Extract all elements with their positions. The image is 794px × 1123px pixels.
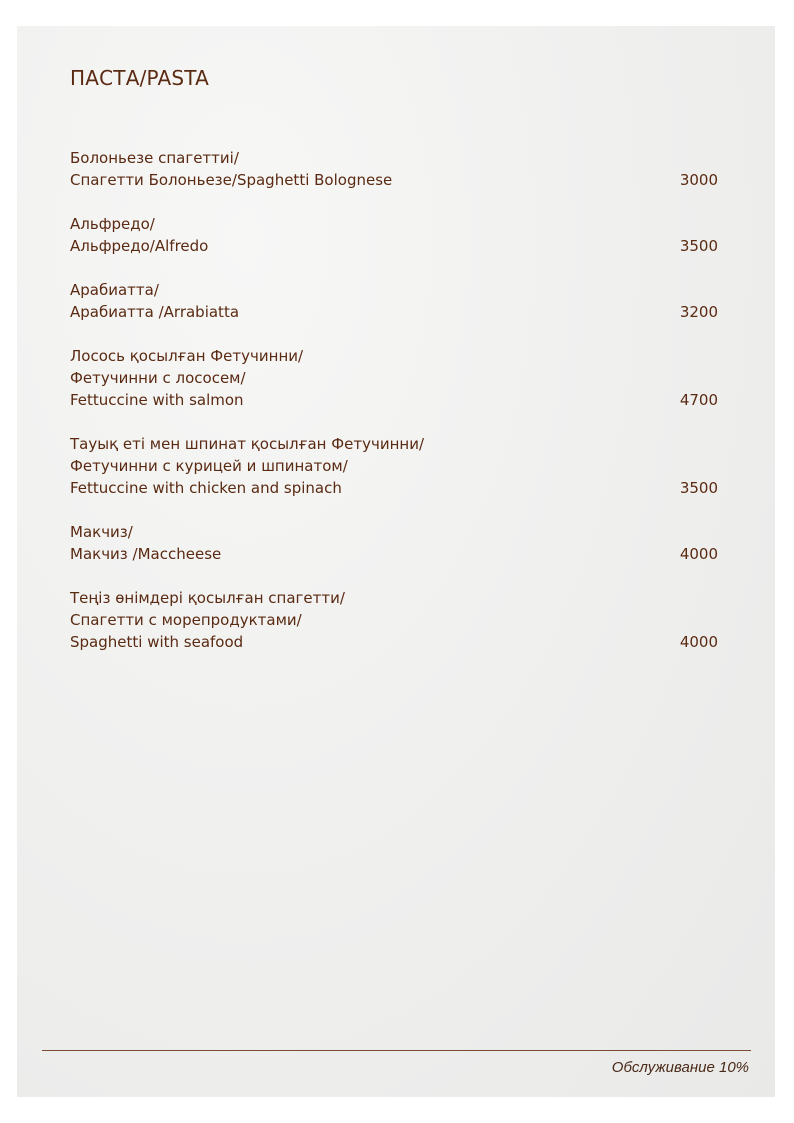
menu-item-fettuccine-salmon [70, 345, 718, 411]
footer-divider [42, 1050, 751, 1051]
menu-item-price: 3000 [679, 171, 718, 189]
menu-item-name-ru: Спагетти с морепродуктами/ [70, 611, 302, 629]
menu-item-name-kk: Лосось қосылған Фетучинни/ [70, 347, 304, 365]
menu-item-price: 4000 [679, 633, 718, 651]
menu-item-bolognese [70, 147, 718, 191]
menu-item-name-en: Fettuccine with salmon [70, 391, 244, 409]
menu-item-name-en: Spaghetti with seafood [70, 633, 244, 651]
menu-item-name-kk: Болоньезе спагеттиі/ [70, 149, 239, 167]
menu-item-name-en: Fettuccine with chicken and spinach [70, 479, 342, 497]
menu-item-name-ru-en: Арабиатта /Arrabiatta [70, 303, 240, 321]
menu-item-price: 4000 [679, 545, 718, 563]
menu-item-arrabiatta [70, 279, 718, 323]
menu-item-fettuccine-chicken-spinach [70, 433, 718, 499]
menu-item-name-ru-en: Спагетти Болоньезе/Spaghetti Bolognese [70, 171, 393, 189]
service-charge-note: Обслуживание 10% [611, 1059, 749, 1076]
menu-item-maccheese [70, 521, 718, 565]
menu-item-name-kk: Арабиатта/ [70, 281, 159, 299]
menu-item-price: 3500 [679, 237, 718, 255]
menu-item-name-ru-en: Альфредо/Alfredo [70, 237, 209, 255]
menu-item-name-ru: Фетучинни с курицей и шпинатом/ [70, 457, 348, 475]
menu-list [70, 147, 718, 675]
section-title: ПАСТА/PASTA [70, 66, 210, 90]
menu-item-spaghetti-seafood [70, 587, 718, 653]
menu-item-name-kk: Теңіз өнімдері қосылған спагетти/ [70, 589, 345, 607]
menu-item-alfredo [70, 213, 718, 257]
menu-item-price: 4700 [679, 391, 718, 409]
menu-item-name-ru-en: Макчиз /Maccheese [70, 545, 222, 563]
menu-item-name-ru: Фетучинни с лососем/ [70, 369, 246, 387]
menu-item-price: 3200 [679, 303, 718, 321]
menu-item-name-kk: Тауық еті мен шпинат қосылған Фетучинни/ [70, 435, 425, 453]
menu-item-price: 3500 [679, 479, 718, 497]
menu-item-name-kk: Макчиз/ [70, 523, 133, 541]
menu-item-name-kk: Альфредо/ [70, 215, 155, 233]
